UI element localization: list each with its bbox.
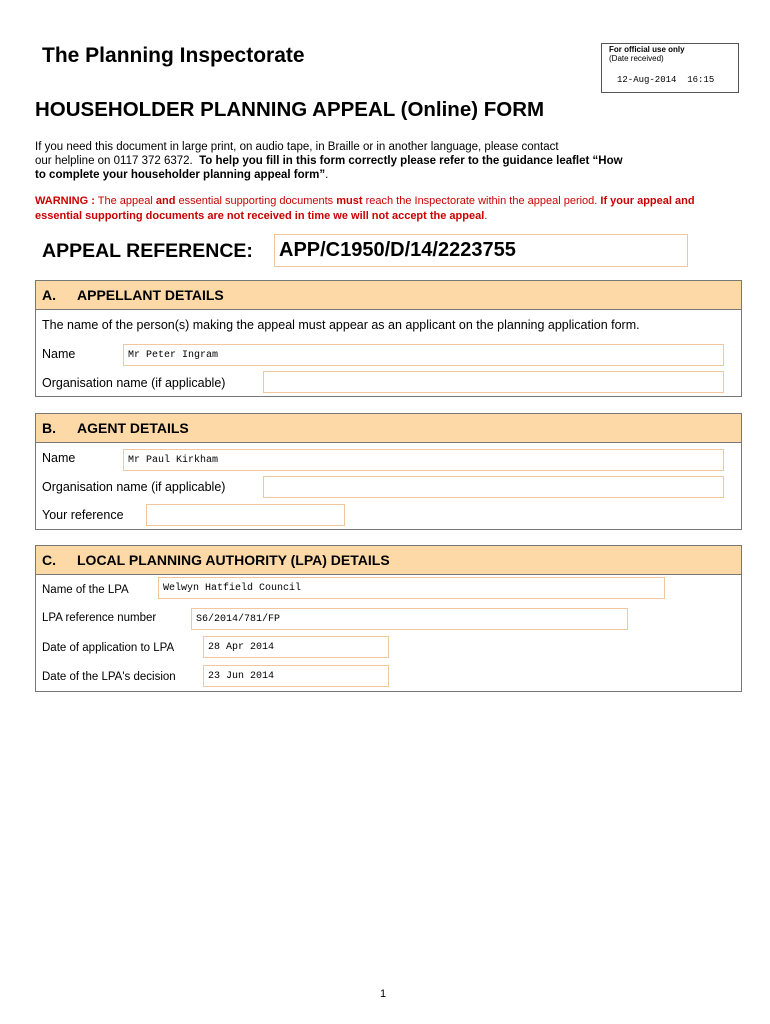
warning-w4: essential supporting documents <box>175 195 337 207</box>
warning-w3: and <box>155 195 176 207</box>
lpa-name-label: Name of the LPA <box>42 584 129 596</box>
date-received-stamp: 12-Aug-2014 16:15 <box>617 75 715 85</box>
agent-reference-field[interactable] <box>146 504 345 526</box>
page-number: 1 <box>380 988 387 1000</box>
appellant-org-label: Organisation name (if applicable) <box>42 376 226 390</box>
application-date-value: 28 Apr 2014 <box>208 642 275 653</box>
appellant-note: The name of the person(s) making the appeal must appear as an applicant on the planning application form. <box>42 318 640 332</box>
agent-reference-label: Your reference <box>42 508 124 522</box>
section-b-heading: AGENT DETAILS <box>77 420 189 436</box>
form-title: HOUSEHOLDER PLANNING APPEAL (Online) FORM <box>35 98 545 121</box>
appellant-name-field[interactable] <box>123 344 724 366</box>
section-a-letter: A. <box>42 287 56 303</box>
section-appellant <box>35 280 742 397</box>
intro-end: . <box>325 169 329 181</box>
warning-w1: WARNING : <box>35 195 95 207</box>
section-b-header <box>36 414 741 443</box>
intro-guidance-cont: to complete your householder planning appeal form” <box>35 169 326 181</box>
lpa-name-value: Welwyn Hatfield Council <box>163 583 302 594</box>
lpa-name-field[interactable] <box>158 577 665 599</box>
appeal-reference-field[interactable] <box>274 234 688 267</box>
section-a-heading: APPELLANT DETAILS <box>77 287 224 303</box>
warning-w8: . <box>484 210 488 222</box>
appellant-name-value: Mr Peter Ingram <box>128 350 219 361</box>
warning-text <box>35 194 735 224</box>
organisation-title: The Planning Inspectorate <box>42 44 305 67</box>
warning-w6: reach the Inspectorate within the appeal period. <box>362 195 601 207</box>
intro-text <box>35 140 725 182</box>
agent-org-field[interactable] <box>263 476 724 498</box>
appellant-name-label: Name <box>42 347 76 361</box>
warning-w5: must <box>336 195 363 207</box>
appellant-org-field[interactable] <box>263 371 724 393</box>
section-c-letter: C. <box>42 552 56 568</box>
decision-date-field[interactable] <box>203 665 389 687</box>
decision-date-value: 23 Jun 2014 <box>208 671 275 682</box>
intro-line1: If you need this document in large print, on audio tape, in Braille or in another language, please contact <box>35 141 559 153</box>
agent-name-label: Name <box>42 451 76 465</box>
application-date-label: Date of application to LPA <box>42 642 175 654</box>
agent-name-field[interactable] <box>123 449 724 471</box>
official-use-box <box>601 43 739 93</box>
section-agent <box>35 413 742 530</box>
intro-guidance: To help you fill in this form correctly please refer to the guidance leaflet “How <box>199 155 623 167</box>
appeal-reference-value: APP/C1950/D/14/2223755 <box>279 239 516 261</box>
section-c-heading: LOCAL PLANNING AUTHORITY (LPA) DETAILS <box>77 552 390 568</box>
warning-w2: The appeal <box>94 195 156 207</box>
agent-org-label: Organisation name (if applicable) <box>42 480 226 494</box>
warning-w7: If your appeal and essential supporting documents are not received in time we will not accept the appeal <box>35 195 695 222</box>
official-use-sub: (Date received) <box>609 54 664 63</box>
decision-date-label: Date of the LPA's decision <box>42 671 176 683</box>
lpa-ref-field[interactable] <box>191 608 628 630</box>
section-c-header <box>36 546 741 575</box>
application-date-field[interactable] <box>203 636 389 658</box>
intro-helpline: our helpline on 0117 372 6372. <box>35 155 193 167</box>
section-b-letter: B. <box>42 420 56 436</box>
lpa-ref-value: S6/2014/781/FP <box>196 614 281 625</box>
section-a-header <box>36 281 741 310</box>
lpa-ref-label: LPA reference number <box>42 612 157 624</box>
section-lpa <box>35 545 742 692</box>
appeal-reference-label: APPEAL REFERENCE: <box>42 240 253 262</box>
official-use-label: For official use only <box>609 45 685 54</box>
agent-name-value: Mr Paul Kirkham <box>128 455 219 466</box>
